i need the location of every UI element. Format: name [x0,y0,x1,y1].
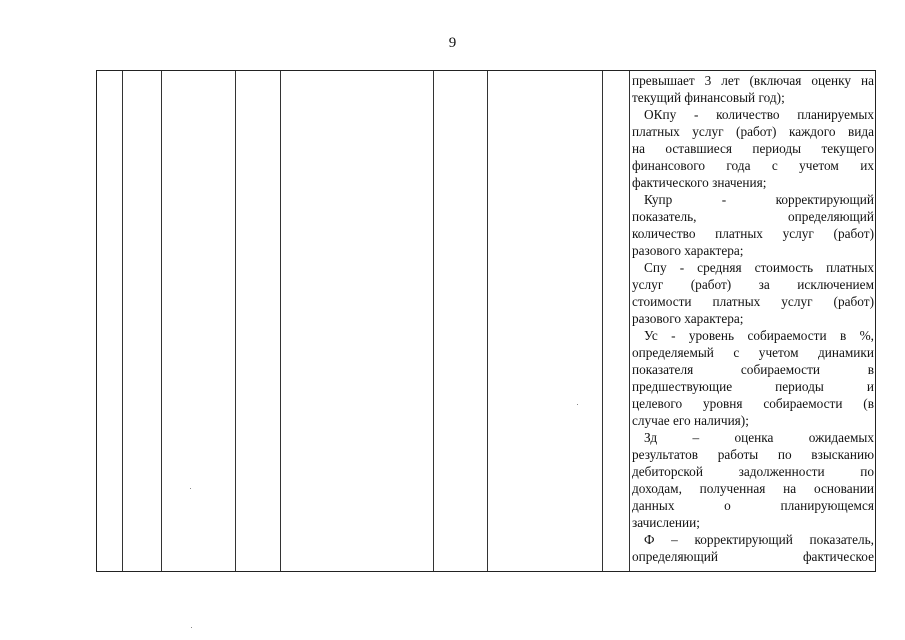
column-divider [433,71,434,571]
text-line: дебиторской задолженности по [632,464,874,479]
text-line: ОКпу - количество планируемых [644,107,874,122]
text-line: Ф – корректирующий показатель, [644,532,874,547]
scan-speck [577,404,578,405]
text-line: превышает 3 лет (включая оценку на [632,73,874,88]
text-line: Ус - уровень собираемости в %, [644,328,874,343]
text-line: предшествующие периоды и [632,379,874,394]
column-divider [280,71,281,571]
text-line: зачислении; [632,515,700,530]
text-line: определяемый с учетом динамики [632,345,874,360]
text-line: разового характера; [632,243,744,258]
text-line: на оставшиеся периоды текущего [632,141,874,156]
scan-speck [190,488,191,489]
text-line: разового характера; [632,311,744,326]
text-line: показателя собираемости в [632,362,874,377]
text-line: случае его наличия); [632,413,749,428]
text-line: финансового года с учетом их [632,158,874,173]
table [96,70,876,572]
page-number: 9 [448,35,457,51]
text-line: фактического значения; [632,175,767,190]
column-divider [161,71,162,571]
text-line: результатов работы по взысканию [632,447,874,462]
text-line: Купр - корректирующий [644,192,874,207]
text-line: данных о планирующемся [632,498,874,513]
column-divider [487,71,488,571]
text-line: текущий финансовый год); [632,90,785,105]
text-line: определяющий фактическое [632,549,874,564]
text-line: стоимости платных услуг (работ) [632,294,874,309]
text-line: показатель, определяющий [632,209,874,224]
text-line: Зд – оценка ожидаемых [644,430,874,445]
text-line: Спу - средняя стоимость платных [644,260,874,275]
column-divider [122,71,123,571]
column-divider [629,71,630,571]
scan-speck [191,627,192,628]
column-divider [602,71,603,571]
text-line: количество платных услуг (работ) [632,226,874,241]
text-line: доходам, полученная на основании [632,481,874,496]
text-line: услуг (работ) за исключением [632,277,874,292]
table-cell-text [632,71,874,565]
column-divider [235,71,236,571]
text-line: платных услуг (работ) каждого вида [632,124,874,139]
text-line: целевого уровня собираемости (в [632,396,874,411]
